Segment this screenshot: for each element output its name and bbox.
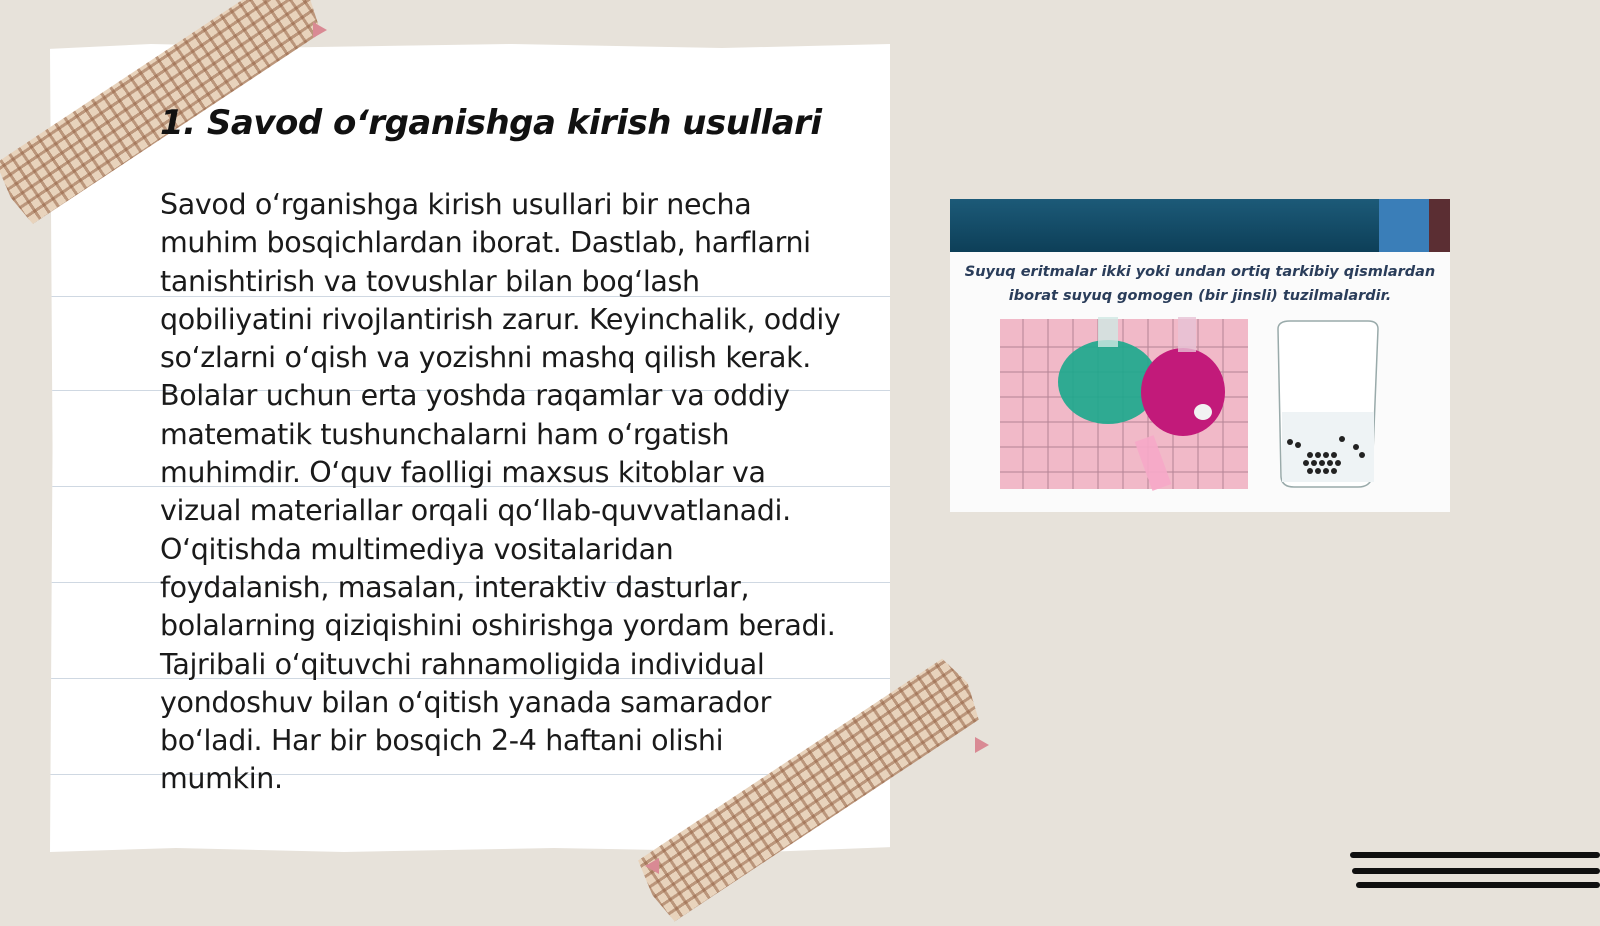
tape-tab-decoration [313,22,327,38]
slide-title: 1. Savod o‘rganishga kirish usullari [160,103,822,143]
figure-header-accent [1429,199,1450,252]
figure-header-accent [1379,199,1429,252]
scribble-line [1352,868,1600,874]
flasks-and-beaker-illustration [998,317,1388,495]
scribble-line [1356,882,1600,888]
slide-body-text: Savod o‘rganishga kirish usullari bir necha muhim bosqichlardan iborat. Dastlab, harflarni tanishtirish va tovushlar bilan bog‘lash qobiliyatini rivojlantirish zarur. Keyinchalik, oddiy so‘zlarni o‘qish va yozishni mashq qilish kerak. Bolalar uchun erta yoshda raqamlar va oddiy matematik tushunchalarni ham o‘rgatish muhimdir. O‘quv faolligi maxsus kitoblar va vizual materiallar orqali qo‘llab-quvvatlanadi. O‘qitishda multimediya vositalaridan foydalanish, masalan, interaktiv dasturlar, bolalarning qiziqishini oshirishga yordam beradi. Tajribali o‘qituvchi rahnamoligida individual yondoshuv bilan o‘qitish yanada samarador bo‘ladi. Har bir bosqich 2-4 haftani olishi mumkin. [160,188,841,796]
beaker-with-particles [1278,321,1378,487]
figure-header-bar [950,199,1450,252]
tape-tab-decoration [975,737,989,753]
figure-caption: Suyuq eritmalar ikki yoki undan ortiq tarkibiy qismlardan iborat suyuq gomogen (bir jinsli) tuzilmalardir. [964,264,1436,304]
chemistry-figure [950,199,1450,512]
tape-tab-decoration [645,858,659,874]
scribble-line [1350,852,1600,858]
